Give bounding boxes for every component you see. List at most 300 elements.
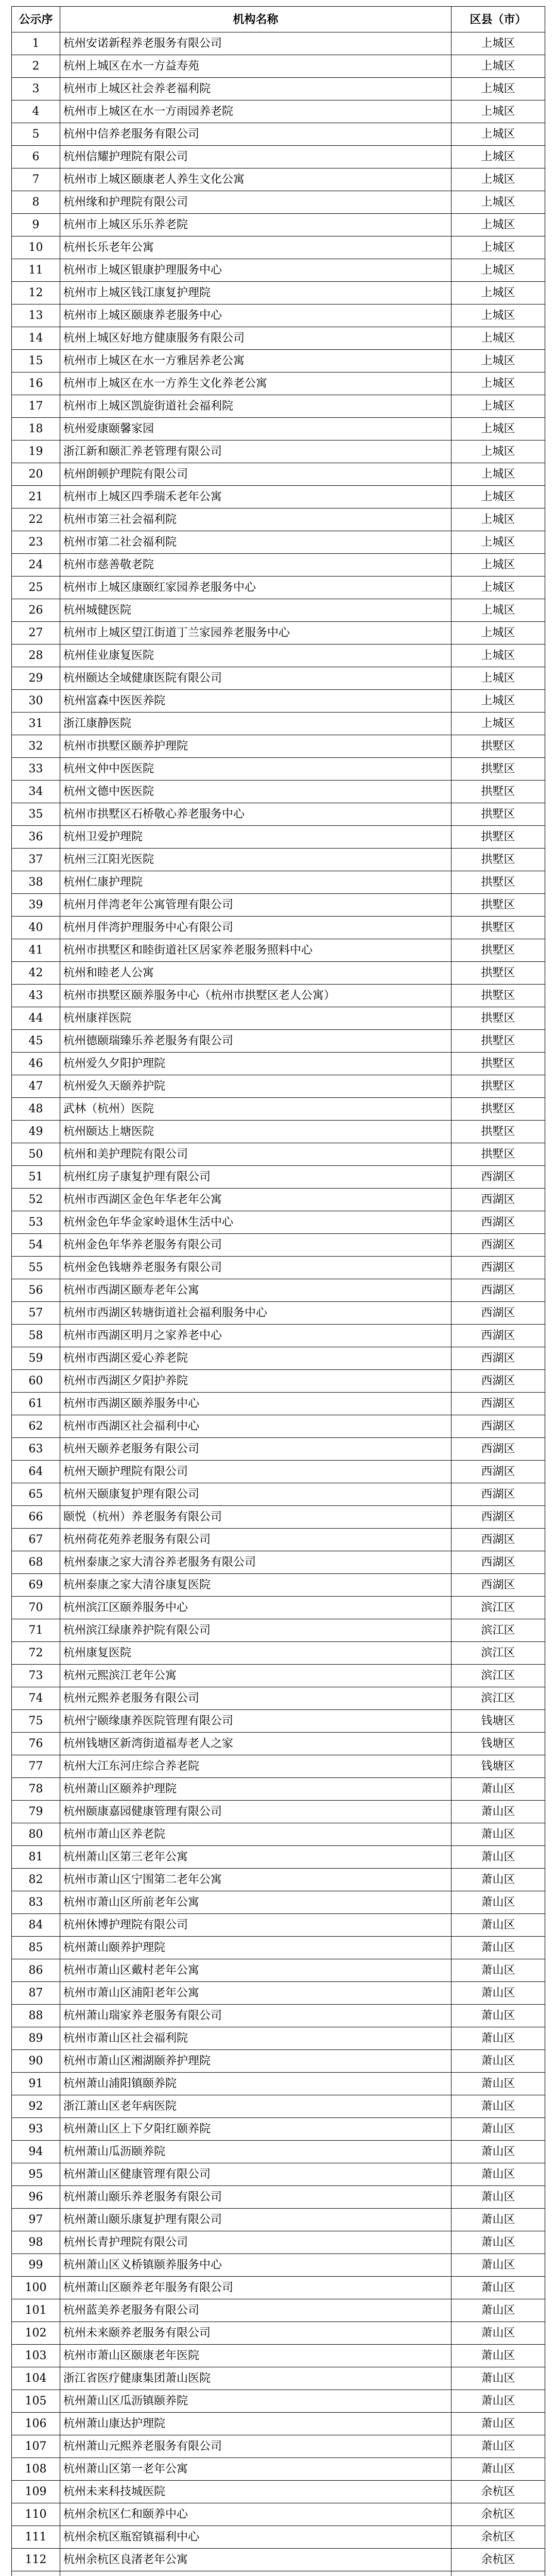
row-district: 萧山区 xyxy=(451,1778,545,1801)
row-district: 西湖区 xyxy=(451,1257,545,1279)
row-institution-name: 杭州萧山颐乐康复护理有限公司 xyxy=(60,2209,451,2231)
row-district: 萧山区 xyxy=(451,1982,545,2005)
row-district: 余杭区 xyxy=(451,2481,545,2503)
row-district: 萧山区 xyxy=(451,2073,545,2095)
row-index: 111 xyxy=(12,2526,60,2549)
row-institution-name: 杭州市慈善敬老院 xyxy=(60,554,451,577)
row-institution-name: 杭州康祥医院 xyxy=(60,1007,451,1030)
table-row xyxy=(12,395,545,418)
row-institution-name: 杭州市拱墅区颐养服务中心（杭州市拱墅区老人公寓） xyxy=(60,985,451,1007)
row-institution-name: 杭州市上城区社会养老福利院 xyxy=(60,78,451,100)
table-row xyxy=(12,531,545,554)
row-institution-name: 杭州市上城区望江街道丁兰家园养老服务中心 xyxy=(60,622,451,645)
row-district: 萧山区 xyxy=(451,2435,545,2458)
table-row xyxy=(12,1801,545,1823)
row-institution-name: 杭州荷花苑养老服务有限公司 xyxy=(60,1529,451,1551)
row-district: 钱塘区 xyxy=(451,1733,545,1755)
row-institution-name: 杭州和美护理院有限公司 xyxy=(60,1143,451,1166)
table-row xyxy=(12,2027,545,2050)
table-body xyxy=(12,32,545,2576)
row-institution-name: 杭州市萧山区养老院 xyxy=(60,1823,451,1846)
row-institution-name: 杭州未来科技城医院 xyxy=(60,2481,451,2503)
row-index: 106 xyxy=(12,2413,60,2435)
row-district: 上城区 xyxy=(451,599,545,622)
row-index: 7 xyxy=(12,168,60,191)
table-row xyxy=(12,2163,545,2186)
table-row xyxy=(12,1869,545,1891)
table-row xyxy=(12,2186,545,2209)
row-index: 45 xyxy=(12,1030,60,1053)
row-district: 萧山区 xyxy=(451,1959,545,1982)
row-district: 上城区 xyxy=(451,191,545,214)
row-district: 上城区 xyxy=(451,395,545,418)
row-institution-name: 浙江新和颐汇养老管理有限公司 xyxy=(60,440,451,463)
row-index: 46 xyxy=(12,1053,60,1075)
row-index: 22 xyxy=(12,509,60,531)
table-row xyxy=(12,146,545,168)
table-row xyxy=(12,1415,545,1438)
row-institution-name: 杭州余杭区瓶窑镇福利中心 xyxy=(60,2526,451,2549)
row-index: 68 xyxy=(12,1551,60,1574)
row-index: 109 xyxy=(12,2481,60,2503)
table-row xyxy=(12,2435,545,2458)
row-institution-name: 杭州康复医院 xyxy=(60,1642,451,1665)
row-institution-name: 杭州市上城区颐康老人养生文化公寓 xyxy=(60,168,451,191)
document-page xyxy=(11,6,545,2576)
row-institution-name: 杭州萧山区义桥镇颐养服务中心 xyxy=(60,2254,451,2277)
row-district: 萧山区 xyxy=(451,1891,545,1914)
row-district: 萧山区 xyxy=(451,2299,545,2322)
row-index: 10 xyxy=(12,236,60,259)
table-row xyxy=(12,1574,545,1597)
row-district: 萧山区 xyxy=(451,2458,545,2481)
row-institution-name: 杭州仁康护理院 xyxy=(60,871,451,894)
row-institution-name: 杭州颐达上塘医院 xyxy=(60,1121,451,1143)
table-row xyxy=(12,894,545,917)
table-row xyxy=(12,1597,545,1619)
table-row xyxy=(12,191,545,214)
row-district: 萧山区 xyxy=(451,2027,545,2050)
row-institution-name: 杭州萧山浦阳镇颐养院 xyxy=(60,2073,451,2095)
row-district: 萧山区 xyxy=(451,2413,545,2435)
row-institution-name: 杭州元熙养老服务有限公司 xyxy=(60,1687,451,1710)
row-index: 93 xyxy=(12,2118,60,2141)
row-index: 61 xyxy=(12,1393,60,1415)
table-row xyxy=(12,962,545,985)
row-institution-name: 杭州信耀护理院有限公司 xyxy=(60,146,451,168)
row-district: 萧山区 xyxy=(451,1823,545,1846)
row-institution-name: 杭州休博护理院有限公司 xyxy=(60,1914,451,1937)
table-row xyxy=(12,667,545,690)
row-institution-name: 杭州长乐老年公寓 xyxy=(60,236,451,259)
row-district: 上城区 xyxy=(451,418,545,440)
row-index: 73 xyxy=(12,1665,60,1687)
table-row xyxy=(12,577,545,599)
row-index: 24 xyxy=(12,554,60,577)
row-district: 萧山区 xyxy=(451,2050,545,2073)
row-index: 33 xyxy=(12,758,60,781)
row-institution-name: 杭州上城区好地方健康服务有限公司 xyxy=(60,327,451,350)
table-row xyxy=(12,871,545,894)
row-district: 西湖区 xyxy=(451,1211,545,1234)
row-district: 上城区 xyxy=(451,577,545,599)
row-index: 72 xyxy=(12,1642,60,1665)
row-index: 14 xyxy=(12,327,60,350)
row-index: 34 xyxy=(12,781,60,803)
row-index: 47 xyxy=(12,1075,60,1098)
table-row xyxy=(12,372,545,395)
row-district: 拱墅区 xyxy=(451,1143,545,1166)
row-district: 上城区 xyxy=(451,531,545,554)
table-header-row xyxy=(12,7,545,32)
table-row xyxy=(12,1347,545,1370)
row-district: 萧山区 xyxy=(451,2390,545,2413)
table-row xyxy=(12,463,545,486)
table-row xyxy=(12,1982,545,2005)
table-row xyxy=(12,1166,545,1189)
table-row xyxy=(12,1302,545,1325)
row-institution-name: 杭州富森中医医养院 xyxy=(60,690,451,713)
table-row xyxy=(12,2549,545,2571)
row-institution-name: 杭州市萧山区浦阳老年公寓 xyxy=(60,1982,451,2005)
row-index: 51 xyxy=(12,1166,60,1189)
table-row xyxy=(12,622,545,645)
table-row xyxy=(12,735,545,758)
row-index: 56 xyxy=(12,1279,60,1302)
row-index: 86 xyxy=(12,1959,60,1982)
row-district: 西湖区 xyxy=(451,1279,545,1302)
row-index: 92 xyxy=(12,2095,60,2118)
row-index: 20 xyxy=(12,463,60,486)
row-index: 4 xyxy=(12,100,60,123)
row-district: 西湖区 xyxy=(451,1506,545,1529)
row-district: 拱墅区 xyxy=(451,1075,545,1098)
row-institution-name: 杭州和睦老人公寓 xyxy=(60,962,451,985)
row-institution-name: 杭州市萧山区社会福利院 xyxy=(60,2027,451,2050)
row-index: 12 xyxy=(12,282,60,304)
row-index: 28 xyxy=(12,645,60,667)
table-row xyxy=(12,1234,545,1257)
table-row xyxy=(12,2413,545,2435)
table-row xyxy=(12,1189,545,1211)
row-index: 99 xyxy=(12,2254,60,2277)
row-institution-name: 杭州安诺新程养老服务有限公司 xyxy=(60,32,451,55)
row-district: 拱墅区 xyxy=(451,1007,545,1030)
row-index: 62 xyxy=(12,1415,60,1438)
row-institution-name: 杭州萧山瓜沥颐养院 xyxy=(60,2141,451,2163)
row-index: 101 xyxy=(12,2299,60,2322)
row-index: 39 xyxy=(12,894,60,917)
row-district: 西湖区 xyxy=(451,1347,545,1370)
table-row xyxy=(12,1755,545,1778)
row-institution-name: 杭州未来颐养老服务有限公司 xyxy=(60,2322,451,2345)
row-institution-name: 杭州市上城区康颐红家园养老服务中心 xyxy=(60,577,451,599)
row-district: 钱塘区 xyxy=(451,1755,545,1778)
table-row xyxy=(12,1370,545,1393)
table-row xyxy=(12,1438,545,1461)
row-institution-name: 杭州市上城区在水一方养生文化养老公寓 xyxy=(60,372,451,395)
row-institution-name: 杭州市西湖区转塘街道社会福利服务中心 xyxy=(60,1302,451,1325)
row-index: 19 xyxy=(12,440,60,463)
row-district: 萧山区 xyxy=(451,2005,545,2027)
table-row xyxy=(12,713,545,735)
row-institution-name: 杭州市西湖区明月之家养老中心 xyxy=(60,1325,451,1347)
row-district: 滨江区 xyxy=(451,1597,545,1619)
row-index: 97 xyxy=(12,2209,60,2231)
row-index: 58 xyxy=(12,1325,60,1347)
table-row xyxy=(12,2209,545,2231)
row-district: 西湖区 xyxy=(451,1529,545,1551)
row-institution-name: 杭州宁颐缘康养医院管理有限公司 xyxy=(60,1710,451,1733)
row-institution-name: 杭州萧山颐养护理院 xyxy=(60,1937,451,1959)
row-institution-name: 杭州长青护理院有限公司 xyxy=(60,2231,451,2254)
table-row xyxy=(12,327,545,350)
row-index: 75 xyxy=(12,1710,60,1733)
row-index: 48 xyxy=(12,1098,60,1121)
row-index: 42 xyxy=(12,962,60,985)
row-institution-name: 武林（杭州）医院 xyxy=(60,1098,451,1121)
row-institution-name: 杭州萧山区颐养老年服务有限公司 xyxy=(60,2277,451,2299)
row-index: 23 xyxy=(12,531,60,554)
table-row xyxy=(12,1665,545,1687)
row-index: 90 xyxy=(12,2050,60,2073)
row-district: 上城区 xyxy=(451,645,545,667)
row-institution-name: 杭州市西湖区夕阳护养院 xyxy=(60,1370,451,1393)
row-district: 萧山区 xyxy=(451,2277,545,2299)
table-row xyxy=(12,1279,545,1302)
row-district: 西湖区 xyxy=(451,1574,545,1597)
row-institution-name: 杭州天颐护理院有限公司 xyxy=(60,1461,451,1483)
row-index: 52 xyxy=(12,1189,60,1211)
row-district: 西湖区 xyxy=(451,1483,545,1506)
row-district xyxy=(451,2571,545,2576)
row-index: 29 xyxy=(12,667,60,690)
row-institution-name: 浙江省医疗健康集团萧山医院 xyxy=(60,2367,451,2390)
row-index: 78 xyxy=(12,1778,60,1801)
row-index: 9 xyxy=(12,214,60,236)
row-district: 西湖区 xyxy=(451,1415,545,1438)
row-index: 104 xyxy=(12,2367,60,2390)
table-row xyxy=(12,849,545,871)
row-index: 38 xyxy=(12,871,60,894)
row-index: 37 xyxy=(12,849,60,871)
row-district: 钱塘区 xyxy=(451,1710,545,1733)
row-district: 拱墅区 xyxy=(451,871,545,894)
row-district: 拱墅区 xyxy=(451,1030,545,1053)
row-district: 上城区 xyxy=(451,282,545,304)
row-district: 萧山区 xyxy=(451,2118,545,2141)
table-row xyxy=(12,1007,545,1030)
row-index: 103 xyxy=(12,2345,60,2367)
table-row xyxy=(12,2231,545,2254)
table-row xyxy=(12,168,545,191)
row-institution-name: 杭州市上城区凯旋街道社会福利院 xyxy=(60,395,451,418)
row-index: 84 xyxy=(12,1914,60,1937)
table-row xyxy=(12,826,545,849)
row-index: 112 xyxy=(12,2549,60,2571)
table-row xyxy=(12,1257,545,1279)
row-index: 13 xyxy=(12,304,60,327)
row-institution-name: 杭州中信养老服务有限公司 xyxy=(60,123,451,146)
row-index: 66 xyxy=(12,1506,60,1529)
row-index: 102 xyxy=(12,2322,60,2345)
table-row xyxy=(12,1891,545,1914)
table-row xyxy=(12,78,545,100)
row-index: 65 xyxy=(12,1483,60,1506)
row-index: 79 xyxy=(12,1801,60,1823)
row-index: 105 xyxy=(12,2390,60,2413)
row-institution-name: 杭州天颐康复护理有限公司 xyxy=(60,1483,451,1506)
row-institution-name: 杭州市西湖区颐寿老年公寓 xyxy=(60,1279,451,1302)
table-row xyxy=(12,2367,545,2390)
row-index: 57 xyxy=(12,1302,60,1325)
row-index: 44 xyxy=(12,1007,60,1030)
row-institution-name: 杭州萧山区健康管理有限公司 xyxy=(60,2163,451,2186)
row-index: 17 xyxy=(12,395,60,418)
row-district: 上城区 xyxy=(451,168,545,191)
row-index: 87 xyxy=(12,1982,60,2005)
row-institution-name: 杭州朗顿护理院有限公司 xyxy=(60,463,451,486)
row-district: 滨江区 xyxy=(451,1665,545,1687)
row-index: 11 xyxy=(12,259,60,282)
table-row xyxy=(12,645,545,667)
row-institution-name: 杭州德颐瑞臻乐养老服务有限公司 xyxy=(60,1030,451,1053)
table-row xyxy=(12,2005,545,2027)
row-institution-name: 杭州颐达全域健康医院有限公司 xyxy=(60,667,451,690)
table-row xyxy=(12,2481,545,2503)
row-institution-name: 浙江萧山区老年病医院 xyxy=(60,2095,451,2118)
row-index: 6 xyxy=(12,146,60,168)
table-row xyxy=(12,100,545,123)
row-institution-name: 杭州萧山区上下夕阳红颐养院 xyxy=(60,2118,451,2141)
row-index: 82 xyxy=(12,1869,60,1891)
row-index: 94 xyxy=(12,2141,60,2163)
row-index: 26 xyxy=(12,599,60,622)
row-district: 滨江区 xyxy=(451,1619,545,1642)
row-district: 萧山区 xyxy=(451,2141,545,2163)
table-row xyxy=(12,1846,545,1869)
row-institution-name: 杭州市第三社会福利院 xyxy=(60,509,451,531)
row-institution-name: 杭州三江阳光医院 xyxy=(60,849,451,871)
table-row xyxy=(12,486,545,509)
row-district: 上城区 xyxy=(451,372,545,395)
table-row xyxy=(12,1914,545,1937)
table-row xyxy=(12,1030,545,1053)
table-row xyxy=(12,1710,545,1733)
row-index: 107 xyxy=(12,2435,60,2458)
row-institution-name: 杭州市西湖区爱心养老院 xyxy=(60,1347,451,1370)
table-row xyxy=(12,350,545,372)
table-row xyxy=(12,1619,545,1642)
table-row xyxy=(12,2503,545,2526)
row-district: 西湖区 xyxy=(451,1551,545,1574)
row-institution-name: 杭州市西湖区社会福利中心 xyxy=(60,1415,451,1438)
row-institution-name: 杭州钱塘区新湾街道福寿老人之家 xyxy=(60,1733,451,1755)
row-district: 上城区 xyxy=(451,667,545,690)
row-district: 萧山区 xyxy=(451,2209,545,2231)
table-row xyxy=(12,2526,545,2549)
row-district: 上城区 xyxy=(451,304,545,327)
row-district: 萧山区 xyxy=(451,2186,545,2209)
row-district: 上城区 xyxy=(451,146,545,168)
row-institution-name: 杭州余杭区良渚老年公寓 xyxy=(60,2549,451,2571)
row-district: 拱墅区 xyxy=(451,917,545,939)
row-index: 41 xyxy=(12,939,60,962)
row-district: 西湖区 xyxy=(451,1393,545,1415)
row-district: 西湖区 xyxy=(451,1189,545,1211)
row-district: 上城区 xyxy=(451,350,545,372)
row-index: 85 xyxy=(12,1937,60,1959)
table-row xyxy=(12,917,545,939)
row-district: 萧山区 xyxy=(451,1801,545,1823)
row-institution-name: 杭州市萧山区湘湖颐养护理院 xyxy=(60,2050,451,2073)
row-institution-name: 杭州萧山区第三老年公寓 xyxy=(60,1846,451,1869)
row-district: 拱墅区 xyxy=(451,849,545,871)
table-row xyxy=(12,1937,545,1959)
row-district: 拱墅区 xyxy=(451,939,545,962)
row-institution-name: 杭州金色钱塘养老服务有限公司 xyxy=(60,1257,451,1279)
table-row xyxy=(12,2073,545,2095)
row-district: 西湖区 xyxy=(451,1166,545,1189)
row-index: 63 xyxy=(12,1438,60,1461)
row-index: 16 xyxy=(12,372,60,395)
table-row xyxy=(12,2458,545,2481)
row-institution-name: 杭州市拱墅区石桥敬心养老服务中心 xyxy=(60,803,451,826)
row-index: 36 xyxy=(12,826,60,849)
row-index: 2 xyxy=(12,55,60,78)
row-index: 89 xyxy=(12,2027,60,2050)
table-row xyxy=(12,1959,545,1982)
table-row xyxy=(12,1778,545,1801)
row-institution-name: 杭州市上城区钱江康复护理院 xyxy=(60,282,451,304)
table-row xyxy=(12,2141,545,2163)
row-institution-name: 杭州萧山区颐养护理院 xyxy=(60,1778,451,1801)
row-district: 萧山区 xyxy=(451,2322,545,2345)
row-index: 35 xyxy=(12,803,60,826)
table-row xyxy=(12,781,545,803)
row-district: 上城区 xyxy=(451,486,545,509)
row-institution-name: 颐悦（杭州）养老服务有限公司 xyxy=(60,1506,451,1529)
row-index: 96 xyxy=(12,2186,60,2209)
row-district: 西湖区 xyxy=(451,1438,545,1461)
row-district: 萧山区 xyxy=(451,2095,545,2118)
row-institution-name: 杭州爱久天颐养护院 xyxy=(60,1075,451,1098)
row-index: 27 xyxy=(12,622,60,645)
table-row xyxy=(12,2118,545,2141)
row-index: 98 xyxy=(12,2231,60,2254)
row-institution-name: 杭州市上城区在水一方雨园养老院 xyxy=(60,100,451,123)
table-row xyxy=(12,1098,545,1121)
table-row xyxy=(12,1823,545,1846)
header-name: 机构名称 xyxy=(60,7,451,32)
row-institution-name: 杭州市萧山区颐康老年医院 xyxy=(60,2345,451,2367)
row-institution-name: 杭州萧山康达护理院 xyxy=(60,2413,451,2435)
row-district: 萧山区 xyxy=(451,2231,545,2254)
row-institution-name: 杭州红房子康复护理有限公司 xyxy=(60,1166,451,1189)
row-district: 拱墅区 xyxy=(451,803,545,826)
row-institution-name: 杭州萧山区第一老年公寓 xyxy=(60,2458,451,2481)
row-district: 拱墅区 xyxy=(451,826,545,849)
row-index: 100 xyxy=(12,2277,60,2299)
row-institution-name: 浙江康静医院 xyxy=(60,713,451,735)
row-district: 拱墅区 xyxy=(451,758,545,781)
row-district: 拱墅区 xyxy=(451,1053,545,1075)
row-district: 拱墅区 xyxy=(451,735,545,758)
table-row xyxy=(12,1642,545,1665)
row-institution-name: 杭州上城区在水一方益寿苑 xyxy=(60,55,451,78)
row-district: 西湖区 xyxy=(451,1234,545,1257)
row-index: 91 xyxy=(12,2073,60,2095)
